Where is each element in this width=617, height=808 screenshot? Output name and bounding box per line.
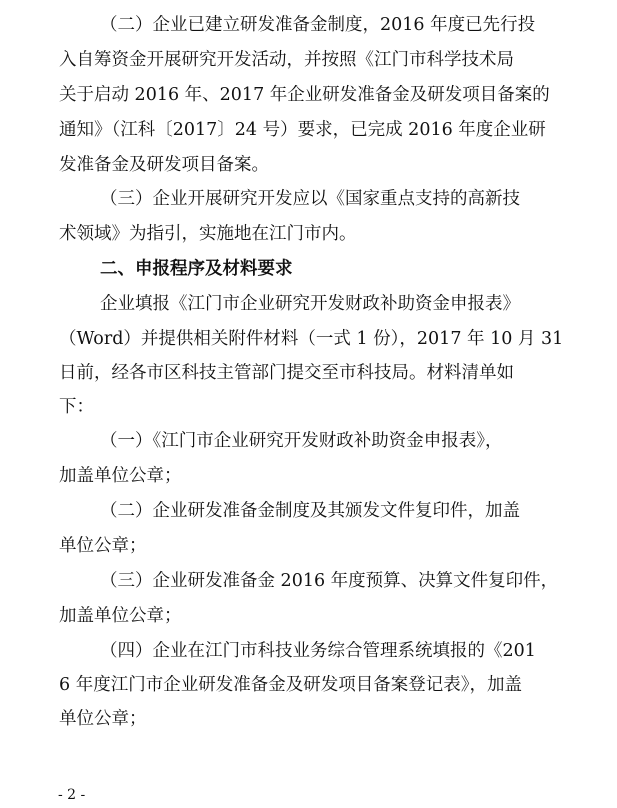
list-item-line: （四）企业在江门市科技业务综合管理系统填报的《201 <box>100 641 536 661</box>
list-item-line: （二）企业研发准备金制度及其颁发文件复印件，加盖 <box>100 501 520 521</box>
paragraph-line: 术领域》为指引，实施地在江门市内。 <box>59 224 357 244</box>
list-item-line: 6 年度江门市企业研发准备金及研发项目备案登记表》，加盖 <box>59 675 522 695</box>
paragraph-line: 发准备金及研发项目备案。 <box>59 155 269 175</box>
paragraph-line: 企业填报《江门市企业研究开发财政补助资金申报表》 <box>100 294 520 314</box>
list-item-line: （三）企业研发准备金 2016 年度预算、决算文件复印件， <box>100 571 559 591</box>
paragraph-line: 通知》（江科〔2017〕24 号）要求，已完成 2016 年度企业研 <box>59 120 546 140</box>
list-item-line: 单位公章； <box>59 709 147 729</box>
paragraph-line: 关于启动 2016 年、2017 年企业研发准备金及研发项目备案的 <box>59 85 550 105</box>
paragraph-line: （Word）并提供相关附件材料（一式 1 份），2017 年 10 月 31 <box>59 329 564 349</box>
list-item-line: 加盖单位公章； <box>59 466 182 486</box>
paragraph-line: 日前，经各市区科技主管部门提交至市科技局。材料清单如 <box>59 363 514 383</box>
paragraph-line: 下： <box>59 397 94 417</box>
paragraph-line: （三）企业开展研究开发应以《国家重点支持的高新技 <box>100 189 520 209</box>
page-number: - 2 - <box>58 787 86 803</box>
paragraph-line: 入自筹资金开展研究开发活动，并按照《江门市科学技术局 <box>59 50 514 70</box>
section-heading: 二、申报程序及材料要求 <box>100 259 293 279</box>
paragraph-line: （二）企业已建立研发准备金制度，2016 年度已先行投 <box>100 15 536 35</box>
list-item-line: （一）《江门市企业研究开发财政补助资金申报表》， <box>100 431 503 451</box>
list-item-line: 加盖单位公章； <box>59 606 182 626</box>
list-item-line: 单位公章； <box>59 536 147 556</box>
